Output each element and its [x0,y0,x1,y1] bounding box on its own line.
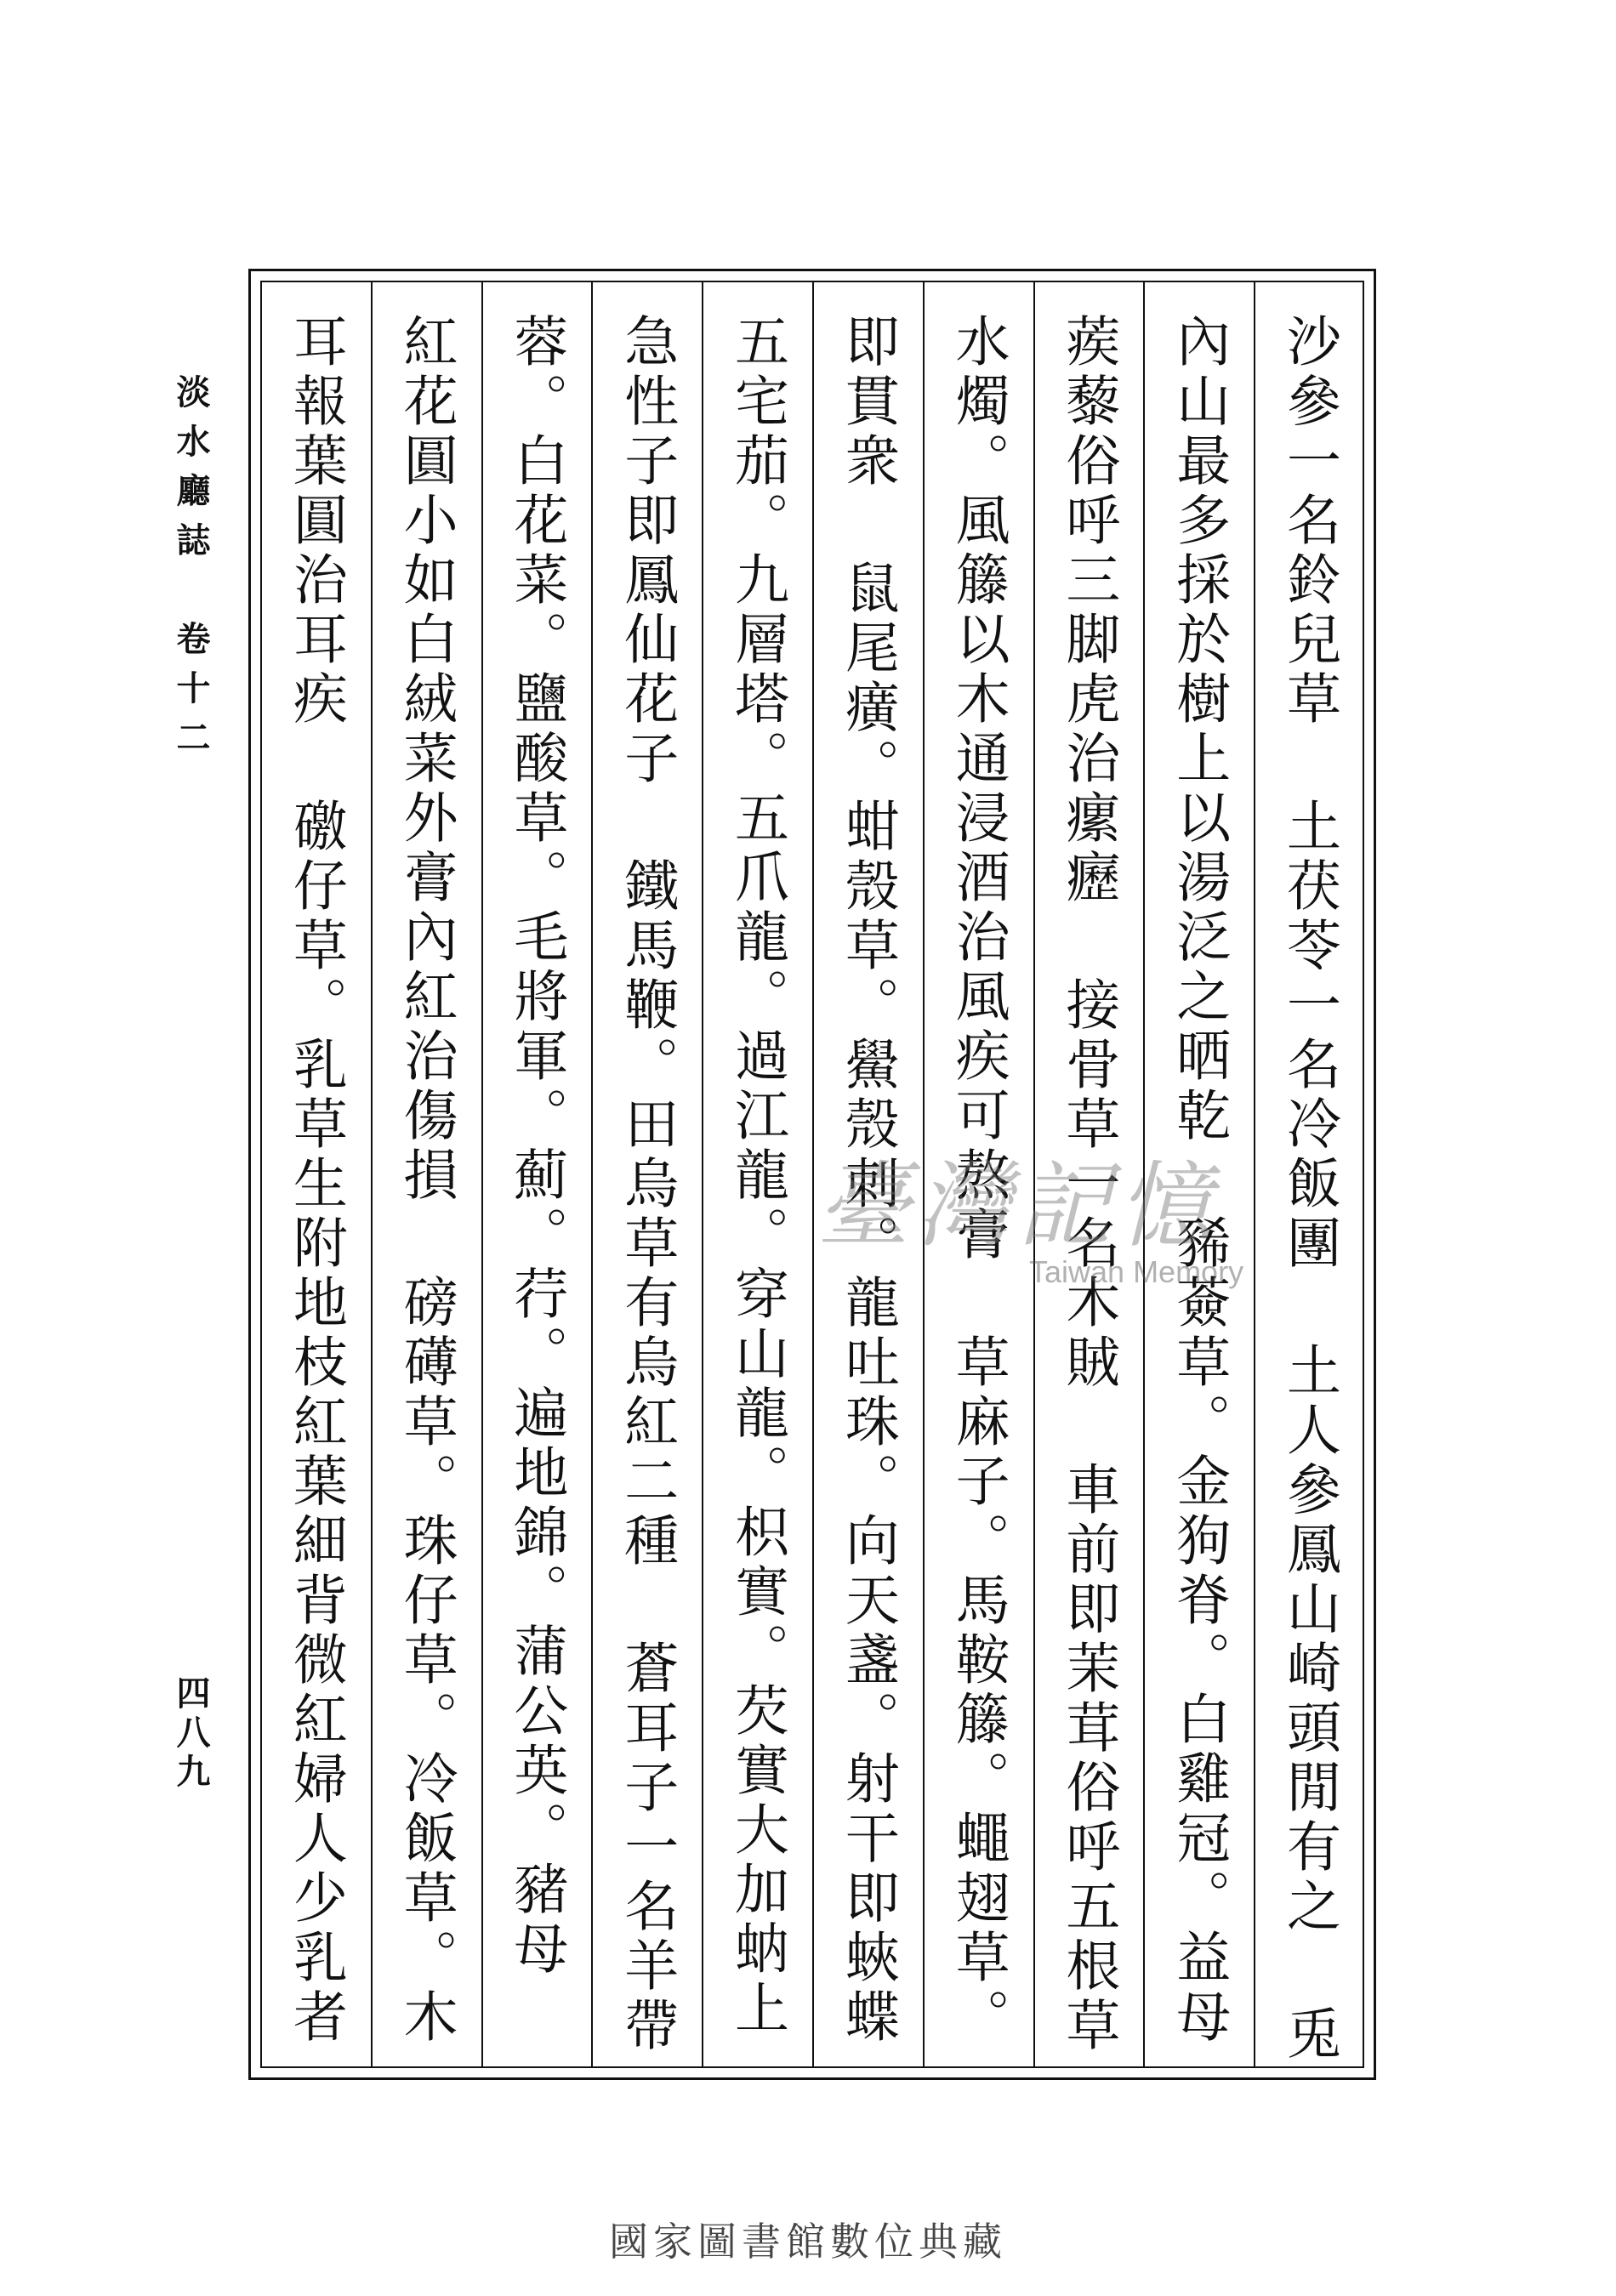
text-column: 水燭。風籐以木通浸酒治風疾可熬膏 草麻子。馬鞍籐。蠅翅草。 [923,282,1033,2066]
text-column: 紅花圓小如白絨菜外膏內紅治傷損 磅礡草。珠仔草。冷飯草。木 [371,282,481,2066]
page-number: 四八九 [171,1675,211,1793]
text-columns [260,282,1364,2066]
text-column: 即貫衆 鼠尾癀。蚶殼草。鱟殼刺。龍吐珠。向天盞。射干即蛺蝶 [812,282,923,2066]
text-column: 蓉。白花菜。鹽酸草。毛將軍。薊。荇。遍地錦。蒲公英。豬母 [481,282,592,2066]
text-column: 沙參一名鈴兒草 土茯苓一名冷飯團 土人參鳳山崎頭閒有之 兎 [1254,282,1364,2066]
text-column: 耳報葉圓治耳疾 礉仔草。乳草生附地枝紅葉細背微紅婦人少乳者 [283,313,347,2048]
text-column: 五宅茄。九層塔。五爪龍。過江龍。穿山龍。枳實。芡實大加蚋上 [702,282,812,2066]
text-column: 內山最多採於樹上以湯泛之晒乾 豨薟草。金狗脊。白雞冠。益母 [1143,282,1254,2066]
text-column: 急性子即鳳仙花子 鐵馬鞭。田烏草有烏紅二種 蒼耳子一名羊帶 [591,282,702,2066]
archive-caption: 國家圖書館數位典藏 [609,2219,1007,2265]
watermark-subtitle: Taiwan Memory [1029,1254,1244,1289]
text-column: 蒺藜俗呼三脚虎治瘰癧 接骨草一名木賊 車前即茉茸俗呼五根草 [1033,282,1144,2066]
watermark-title: 臺灣記憶 [817,1151,1218,1260]
book-title: 淡水廳誌 卷十二 [171,374,211,769]
